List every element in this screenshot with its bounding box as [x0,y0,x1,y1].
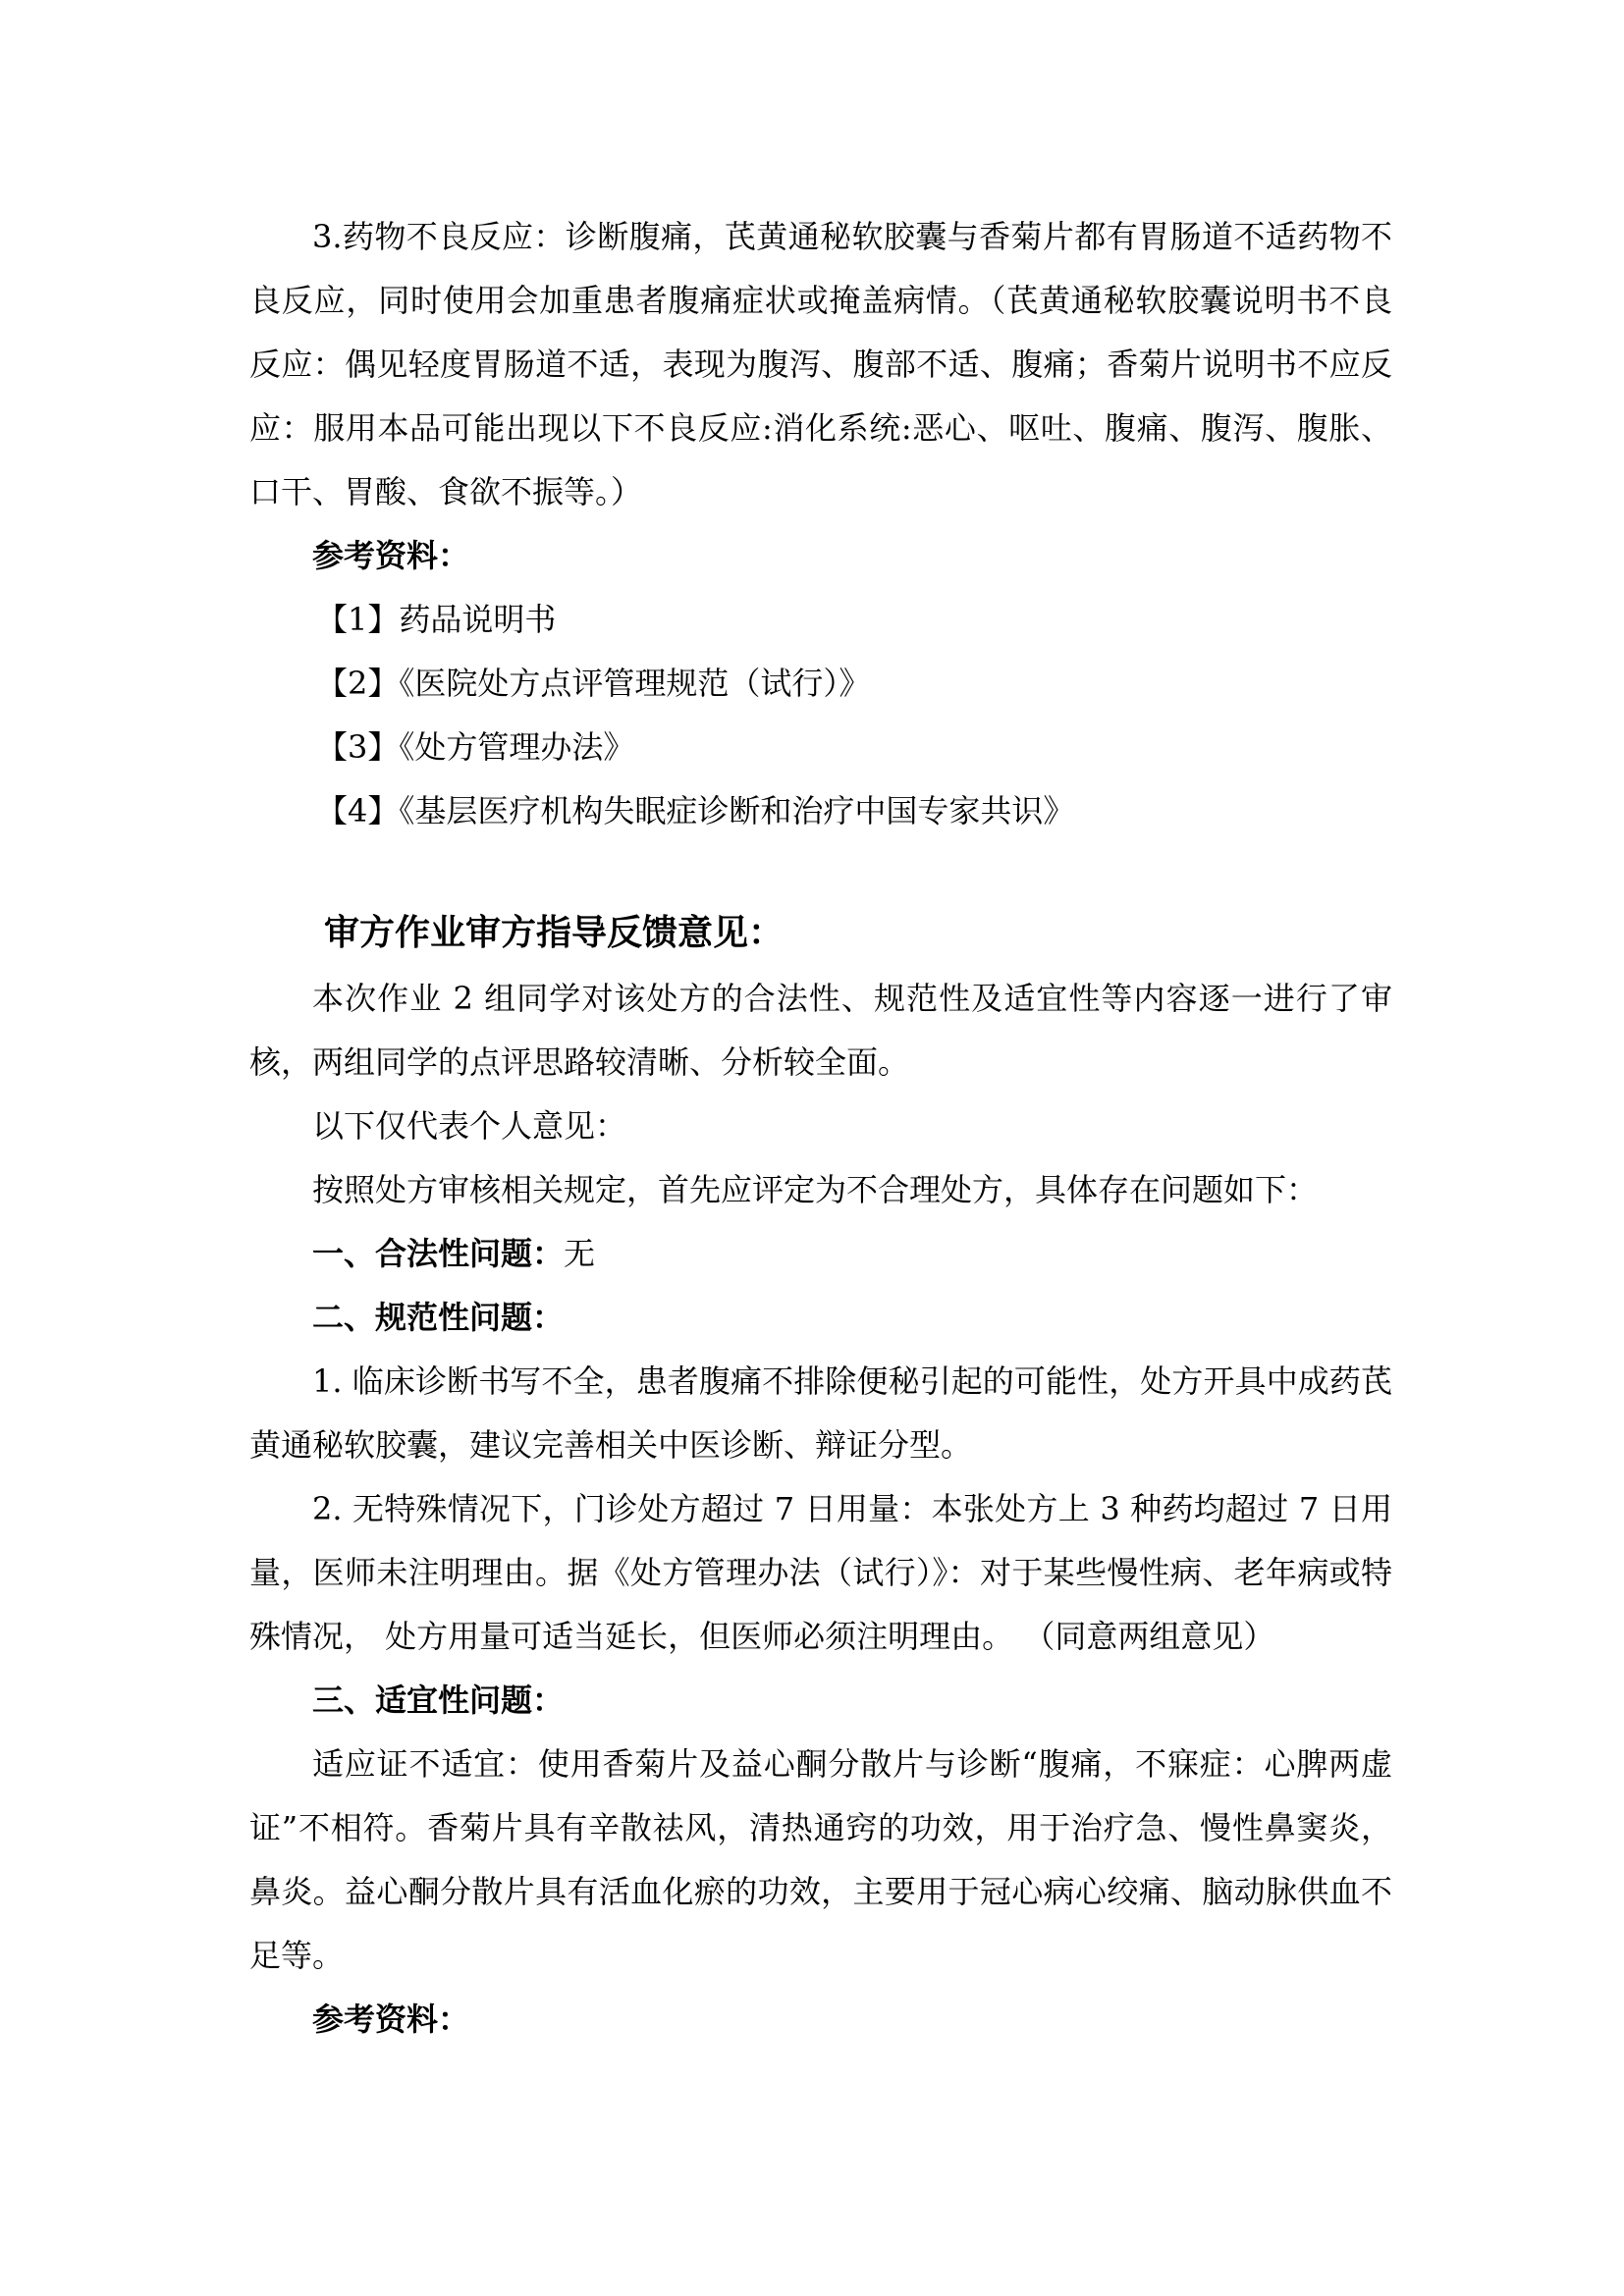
standard-item-1: 1. 临床诊断书写不全，患者腹痛不排除便秘引起的可能性，处方开具中成药芪黄通秘软胶囊，建议完善相关中医诊断、辩证分型。 [249,1362,1392,1464]
references-label-2: 参考资料： [312,2001,470,2038]
reference-item: 【1】药品说明书 [316,601,557,638]
reference-item: 【4】《基层医疗机构失眠症诊断和治疗中国专家共识》 [316,792,1075,829]
legality-line [249,1222,1392,1286]
standard-item-2: 2. 无特殊情况下，门诊处方超过 7 日用量：本张处方上 3 种药均超过 7 日用量，医师未注明理由。据《处方管理办法（试行）》：对于某些慢性病、老年病或特殊情况， 处方用量可适当延长，但医师必须注明理由。 （同意两组意见） [249,1490,1392,1655]
reference-item: 【2】《医院处方点评管理规范（试行）》 [316,665,871,702]
legality-label: 一、合法性问题： [312,1235,565,1272]
section-spacer [249,843,1392,901]
feedback-heading: 审方作业审方指导反馈意见： [324,913,785,953]
suitability-label: 三、适宜性问题： [312,1682,565,1719]
reference-item: 【3】《处方管理办法》 [316,728,635,766]
standard-label: 二、规范性问题： [312,1299,565,1336]
suitability-paragraph: 适应证不适宜：使用香菊片及益心酮分散片与诊断“腹痛，不寐症：心脾两虚证”不相符。香菊片具有辛散祛风，清热通窍的功效，用于治疗急、慢性鼻窦炎，鼻炎。益心酮分散片具有活血化瘀的功效，主要用于冠心病心绞痛、脑动脉供血不足等。 [249,1745,1392,1974]
document-body [249,205,1392,2052]
references-label: 参考资料： [312,537,470,574]
conclusion-line: 按照处方审核相关规定，首先应评定为不合理处方，具体存在问题如下： [312,1171,1319,1208]
feedback-intro: 本次作业 2 组同学对该处方的合法性、规范性及适宜性等内容逐一进行了审核，两组同学的点评思路较清晰、分析较全面。 [249,980,1392,1081]
personal-note: 以下仅代表个人意见： [312,1107,627,1145]
adverse-reaction-paragraph: 3.药物不良反应：诊断腹痛，芪黄通秘软胶囊与香菊片都有胃肠道不适药物不良反应，同时使用会加重患者腹痛症状或掩盖病情。（芪黄通秘软胶囊说明书不良反应：偶见轻度胃肠道不适，表现为腹泻、腹部不适、腹痛；香菊片说明书不应反应：服用本品可能出现以下不良反应:消化系统:恶心、呕吐、腹痛、腹泻、腹胀、口干、胃酸、食欲不振等。） [249,218,1392,510]
legality-value: 无 [564,1235,596,1272]
